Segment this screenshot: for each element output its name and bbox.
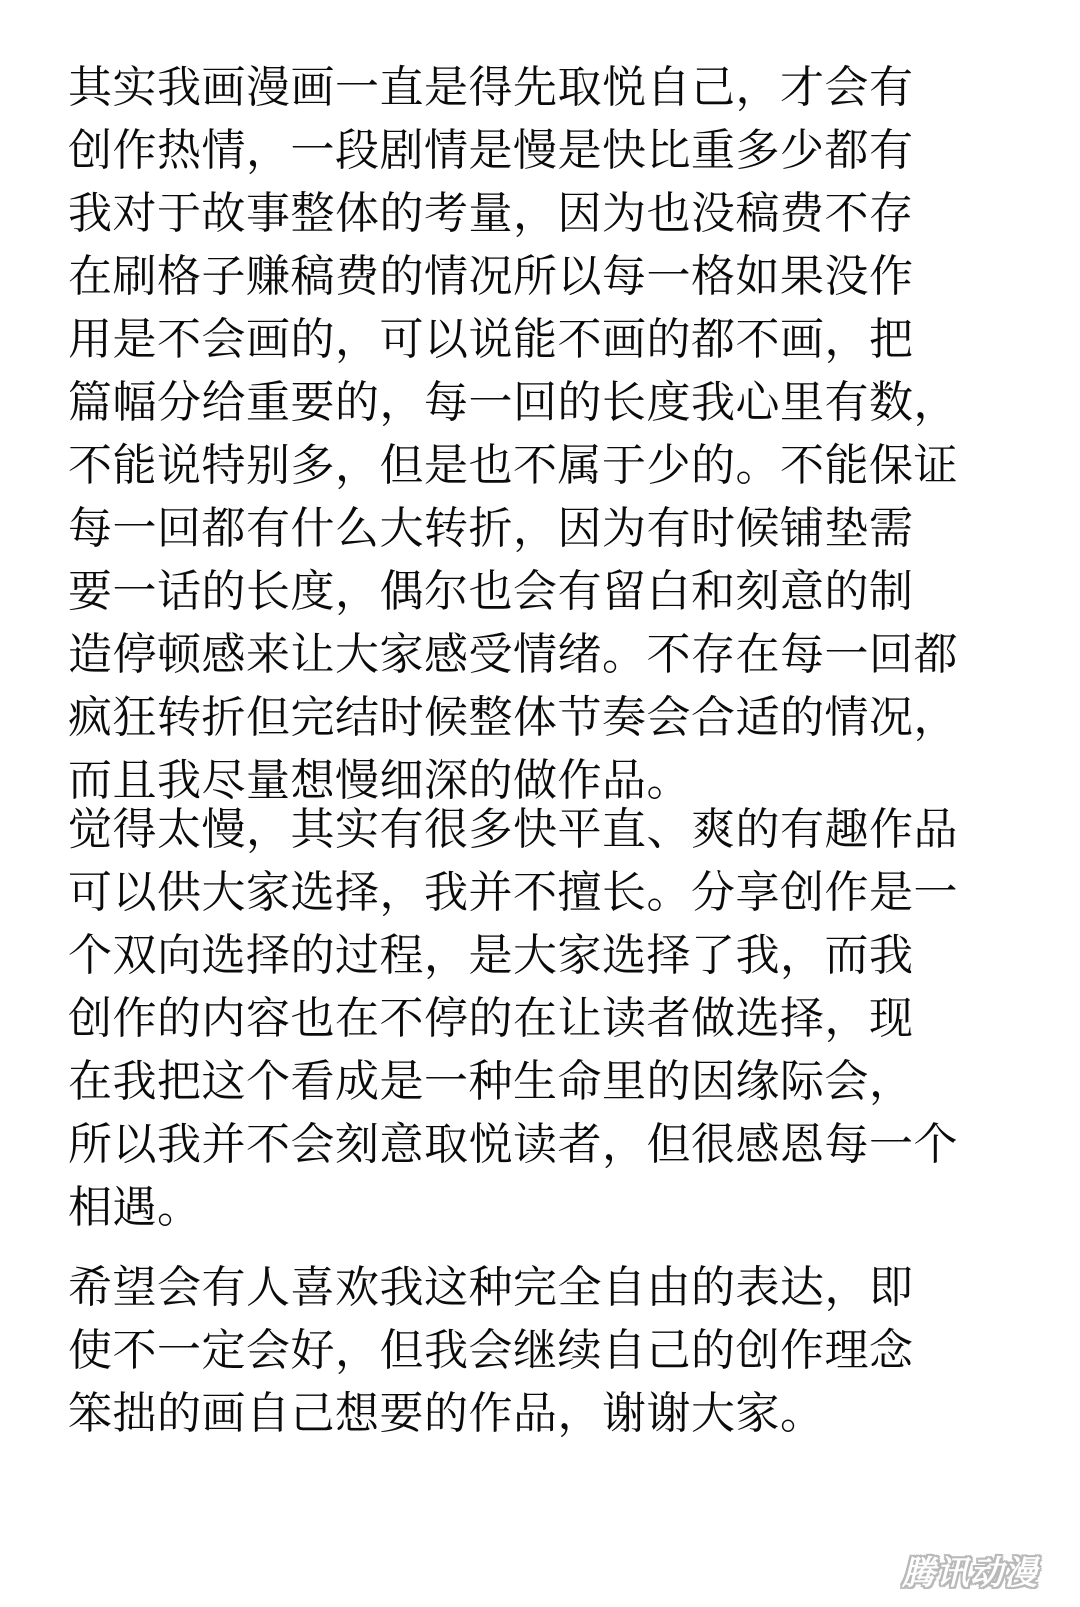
text-line: 觉得太慢，其实有很多快平直、爽的有趣作品 [68,804,958,855]
text-line: 在刷格子赚稿费的情况所以每一格如果没作 [68,251,914,302]
text-line: 造停顿感来让大家感受情绪。不存在每一回都 [68,629,958,680]
text-line: 笨拙的画自己想要的作品，谢谢大家。 [68,1388,825,1439]
text-line: 创作的内容也在不停的在让读者做选择，现 [68,993,914,1044]
paragraph-1 [68,56,958,812]
text-line: 每一回都有什么大转折，因为有时候铺垫需 [68,503,914,554]
watermark-logo: 腾讯动漫 [902,1552,1038,1592]
text-line: 不能说特别多，但是也不属于少的。不能保证 [68,440,958,491]
text-line: 用是不会画的，可以说能不画的都不画，把 [68,314,914,365]
text-line: 相遇。 [68,1182,202,1233]
text-line: 个双向选择的过程，是大家选择了我，而我 [68,930,914,981]
text-line: 疯狂转折但完结时候整体节奏会合适的情况， [68,692,958,743]
text-line: 篇幅分给重要的，每一回的长度我心里有数， [68,377,958,428]
text-line: 可以供大家选择，我并不擅长。分享创作是一 [68,867,958,918]
text-line: 创作热情，一段剧情是慢是快比重多少都有 [68,125,914,176]
text-line: 使不一定会好，但我会继续自己的创作理念 [68,1325,914,1376]
text-line: 在我把这个看成是一种生命里的因缘际会， [68,1056,914,1107]
text-line: 要一话的长度，偶尔也会有留白和刻意的制 [68,566,914,617]
text-line: 希望会有人喜欢我这种完全自由的表达，即 [68,1262,914,1313]
text-line: 而且我尽量想慢细深的做作品。 [68,755,691,806]
text-line: 所以我并不会刻意取悦读者，但很感恩每一个 [68,1119,958,1170]
text-line: 我对于故事整体的考量，因为也没稿费不存 [68,188,914,239]
paragraph-3 [68,1256,914,1445]
text-line: 其实我画漫画一直是得先取悦自己，才会有 [68,62,914,113]
paragraph-2 [68,798,958,1239]
